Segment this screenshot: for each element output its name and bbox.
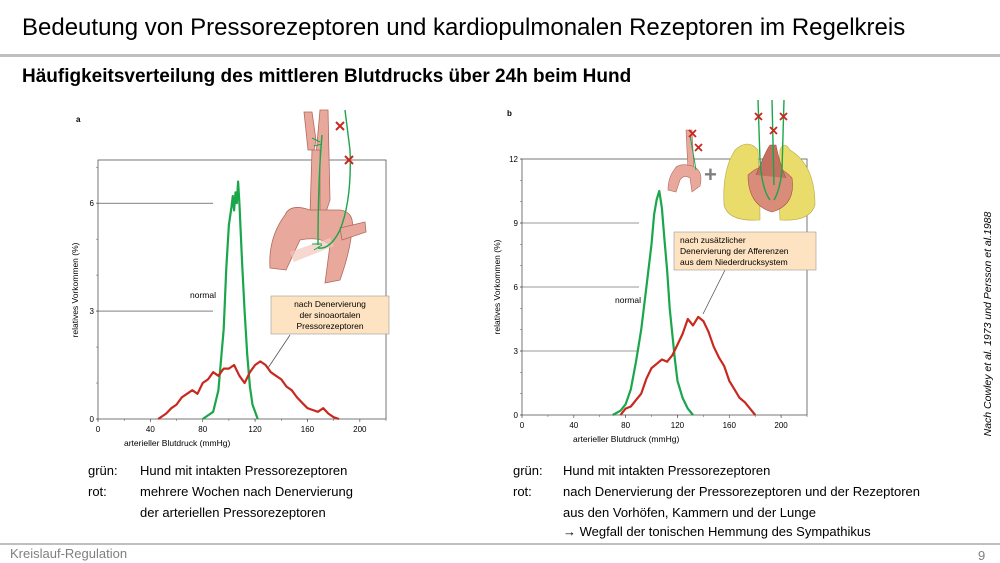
title-divider bbox=[0, 54, 1000, 57]
small-aorta-illustration bbox=[668, 130, 701, 192]
y-tick-label: 3 bbox=[89, 307, 94, 317]
annotation-a-line-3: Pressorezeptoren bbox=[296, 321, 364, 331]
x-tick-label: 200 bbox=[774, 421, 788, 430]
annotation-box-a bbox=[268, 296, 389, 368]
x-axis-label: arterieller Blutdruck (mmHg) bbox=[124, 438, 231, 448]
slide-subtitle: Häufigkeitsverteilung des mittleren Blutdrucks über 24h beim Hund bbox=[22, 66, 632, 87]
y-axis-label: relatives Vorkommen (%) bbox=[492, 239, 502, 335]
footer-divider bbox=[0, 543, 1000, 545]
plus-sign: + bbox=[704, 162, 717, 187]
figure-a bbox=[60, 100, 460, 452]
y-tick-label: 3 bbox=[513, 347, 518, 356]
annotation-a-line-2: der sinoaortalen bbox=[299, 310, 361, 320]
y-tick-label: 0 bbox=[89, 415, 94, 424]
legend-b-red-text: nach Denervierung der Pressorezeptoren und der Rezeptoren bbox=[563, 484, 920, 499]
legend-b-green-key: grün: bbox=[513, 463, 543, 478]
heart-lungs-illustration bbox=[724, 100, 815, 220]
legend-b-red-key: rot: bbox=[513, 484, 532, 499]
citation-credit: Nach Cowley et al. 1973 und Persson et al.1988 bbox=[982, 211, 994, 437]
page-number: 9 bbox=[978, 548, 986, 563]
x-axis-label: arterieller Blutdruck (mmHg) bbox=[573, 434, 680, 444]
series-line-green-normal bbox=[203, 182, 258, 419]
denervation-cross-icon bbox=[755, 113, 787, 134]
y-tick-label: 6 bbox=[513, 283, 518, 292]
normal-label: normal bbox=[615, 295, 641, 305]
normal-label: normal bbox=[190, 290, 216, 300]
y-tick-label: 0 bbox=[513, 411, 518, 420]
x-tick-label: 80 bbox=[621, 421, 631, 430]
figure-a-label: a bbox=[76, 115, 81, 124]
legend-b-red-text-2: aus den Vorhöfen, Kammern und der Lunge bbox=[563, 505, 816, 520]
annotation-a-line-1: nach Denervierung bbox=[294, 299, 366, 309]
legend-b-arrow-text: → Wegfall der tonischen Hemmung des Sympathikus bbox=[563, 524, 871, 539]
denervation-cross-icon bbox=[336, 122, 353, 164]
legend-a bbox=[88, 460, 468, 526]
y-tick-label: 6 bbox=[89, 199, 94, 209]
x-tick-label: 80 bbox=[198, 425, 208, 434]
x-tick-label: 40 bbox=[569, 421, 579, 430]
x-tick-label: 0 bbox=[95, 425, 101, 434]
x-tick-label: 160 bbox=[300, 425, 315, 434]
annotation-box-b bbox=[674, 232, 816, 314]
legend-b-green-text: Hund mit intakten Pressorezeptoren bbox=[563, 463, 771, 478]
figure-b bbox=[480, 100, 820, 452]
legend-a-red-text: mehrere Wochen nach Denervierung bbox=[140, 484, 353, 499]
x-tick-label: 120 bbox=[248, 425, 262, 434]
legend-a-red-text-2: der arteriellen Pressorezeptoren bbox=[140, 505, 326, 520]
footer-section-title: Kreislauf-Regulation bbox=[10, 546, 128, 561]
slide-title: Bedeutung von Pressorezeptoren und kardiopulmonalen Rezeptoren im Regelkreis bbox=[22, 14, 906, 41]
x-tick-label: 120 bbox=[670, 421, 685, 430]
legend-a-green-text: Hund mit intakten Pressorezeptoren bbox=[140, 463, 348, 478]
x-tick-label: 40 bbox=[145, 425, 155, 434]
y-tick-label: 12 bbox=[509, 155, 518, 164]
y-axis-label: relatives Vorkommen (%) bbox=[70, 242, 80, 338]
annotation-b-line-3: aus dem Niederdrucksystem bbox=[680, 257, 788, 267]
x-tick-label: 160 bbox=[722, 421, 736, 430]
y-tick-label: 9 bbox=[513, 219, 518, 228]
x-tick-label: 200 bbox=[353, 425, 367, 434]
aorta-illustration bbox=[270, 110, 366, 283]
legend-b bbox=[513, 460, 963, 542]
annotation-b-line-1: nach zusätzlicher bbox=[680, 235, 746, 245]
figure-b-label: b bbox=[507, 109, 512, 118]
x-tick-label: 0 bbox=[519, 421, 525, 430]
annotation-b-line-2: Denervierung der Afferenzen bbox=[680, 246, 789, 256]
legend-a-red-key: rot: bbox=[88, 484, 107, 499]
legend-a-green-key: grün: bbox=[88, 463, 118, 478]
